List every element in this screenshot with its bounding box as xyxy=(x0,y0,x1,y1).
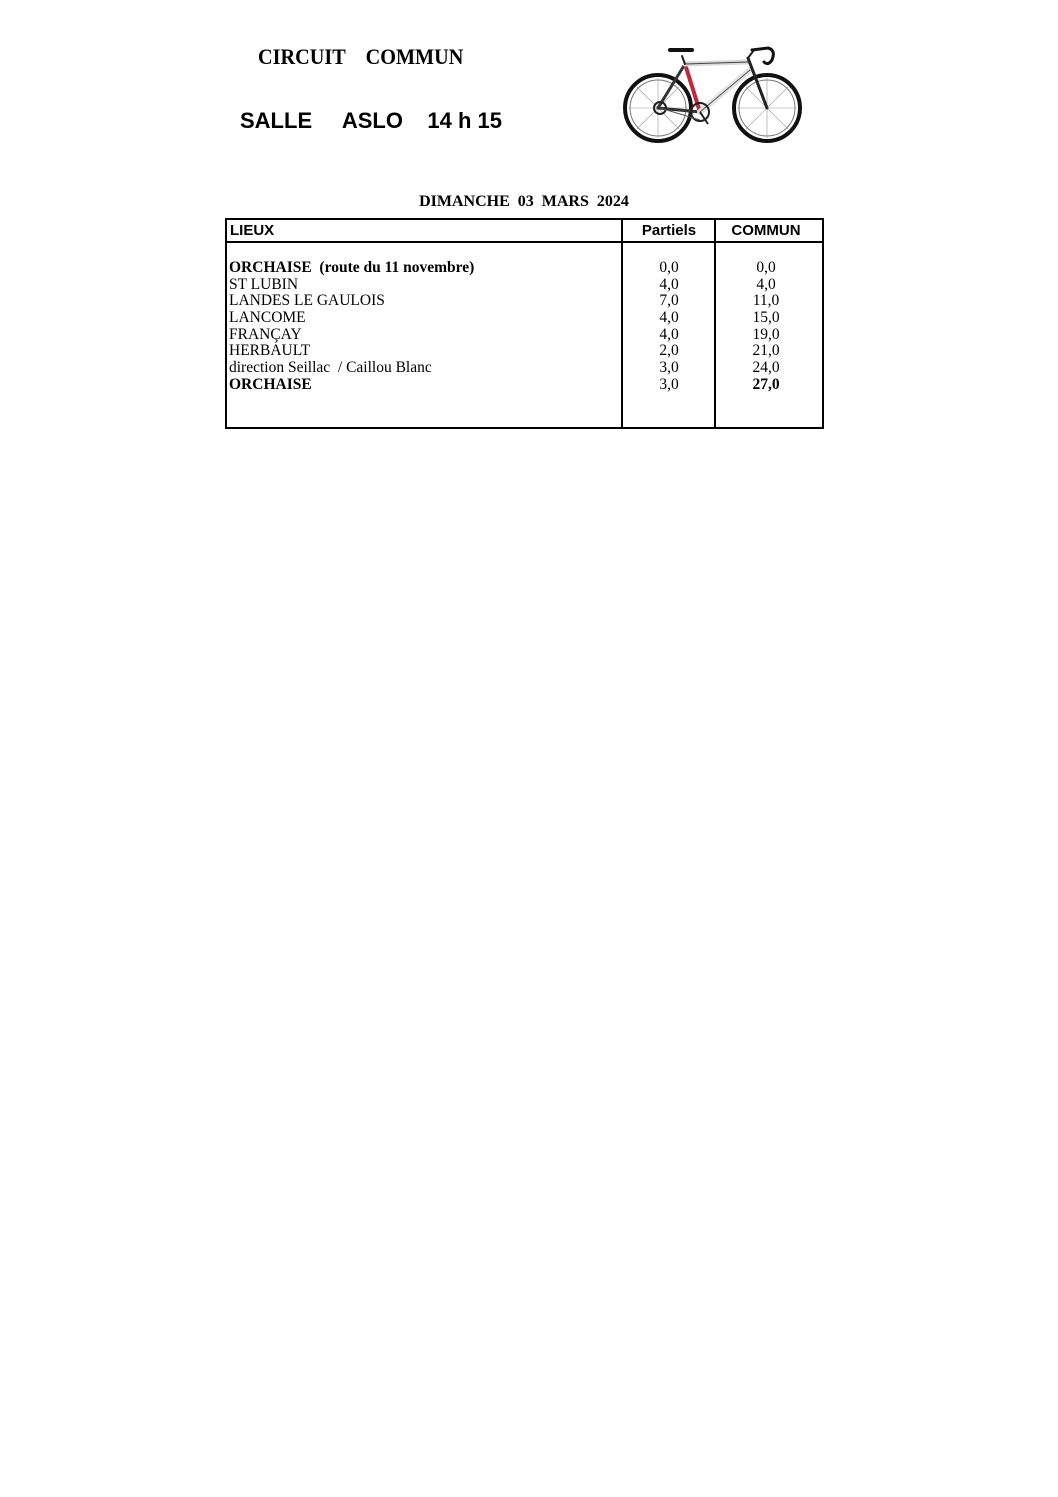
row-commun: 11,0 xyxy=(752,292,780,310)
row-commun: 24,0 xyxy=(752,359,780,377)
row-lieu: ORCHAISE xyxy=(229,375,312,393)
row-partiels: 3,0 xyxy=(659,375,679,393)
circuit-title: CIRCUIT COMMUN xyxy=(258,44,464,69)
row-partiels: 0,0 xyxy=(659,259,679,276)
column-header-commun: COMMUN xyxy=(731,222,801,239)
row-lieu: HERBAULT xyxy=(229,342,311,360)
row-commun: 0,0 xyxy=(756,259,776,276)
row-lieu: LANCOME xyxy=(229,309,306,327)
table-row xyxy=(227,377,822,394)
row-commun: 21,0 xyxy=(752,342,780,360)
row-partiels: 2,0 xyxy=(659,342,679,360)
table-row xyxy=(227,327,822,344)
column-header-lieux: LIEUX xyxy=(230,222,275,239)
table-row xyxy=(227,293,822,310)
table-row xyxy=(227,343,822,360)
road-bicycle-icon xyxy=(620,40,805,148)
table-row xyxy=(227,360,822,377)
row-partiels: 4,0 xyxy=(659,275,679,293)
row-commun: 19,0 xyxy=(752,325,780,343)
row-commun: 15,0 xyxy=(752,309,780,327)
row-lieu: FRANÇAY xyxy=(229,325,302,343)
header-divider xyxy=(227,241,822,243)
table-row xyxy=(227,310,822,327)
salle-aslo-time: SALLE ASLO 14 h 15 xyxy=(240,108,503,133)
route-table xyxy=(225,218,824,429)
table-row xyxy=(227,277,822,294)
event-date: DIMANCHE 03 MARS 2024 xyxy=(419,193,629,210)
row-partiels: 3,0 xyxy=(659,359,679,377)
row-partiels: 4,0 xyxy=(659,309,679,327)
column-header-partiels: Partiels xyxy=(641,222,697,239)
row-lieu: ST LUBIN xyxy=(229,275,299,293)
row-lieu: LANDES LE GAULOIS xyxy=(229,292,385,310)
row-commun: 27,0 xyxy=(752,375,780,393)
row-partiels: 4,0 xyxy=(659,325,679,343)
row-lieu: ORCHAISE (route du 11 novembre) xyxy=(229,259,475,276)
table-body xyxy=(227,260,822,394)
row-commun: 4,0 xyxy=(756,275,776,293)
row-lieu: direction Seillac / Caillou Blanc xyxy=(229,359,432,377)
table-row xyxy=(227,260,822,277)
row-partiels: 7,0 xyxy=(659,292,679,310)
